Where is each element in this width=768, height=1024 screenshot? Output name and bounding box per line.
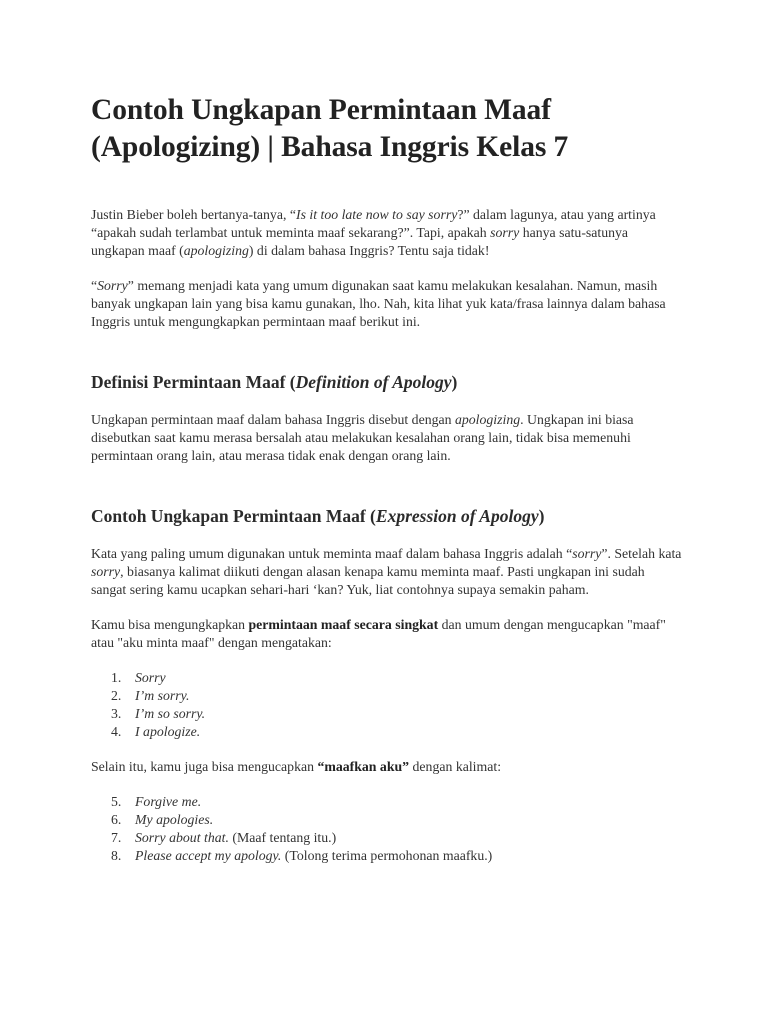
list-number: 6. <box>111 812 122 827</box>
expression-paragraph-3 <box>91 758 682 776</box>
list-item-suffix: (Maaf tentang itu.) <box>228 830 337 845</box>
definition-paragraph <box>91 411 682 465</box>
list-item-text: Sorry <box>135 670 166 685</box>
text-run: ?” dalam lagunya, atau yang artinya “apakah sudah terlambat untuk meminta maaf sekarang?”. Tapi, apakah <box>91 207 656 240</box>
list-number: 5. <box>111 794 122 809</box>
bold-term: “maafkan aku” <box>317 759 410 774</box>
heading-run: Contoh Ungkapan Permintaan Maaf ( <box>91 506 376 526</box>
heading-italic: Definition of Apology <box>295 372 452 392</box>
text-run: Justin Bieber boleh bertanya-tanya, “ <box>91 207 296 222</box>
song-quote: Is it too late now to say sorry <box>295 207 458 222</box>
list-item <box>91 705 682 723</box>
list-number: 4. <box>111 724 122 739</box>
bold-term: permintaan maaf secara singkat <box>248 617 439 632</box>
text-run: , biasanya kalimat diikuti dengan alasan kenapa kamu meminta maaf. Pasti ungkapan ini sudah sangat sering kamu ucapkan sehari-hari ‘kan? Yuk, liat contohnya supaya semakin paham. <box>91 564 645 597</box>
list-item <box>91 793 682 811</box>
italic-term: apologizing <box>454 412 521 427</box>
apology-list-short <box>91 669 682 741</box>
list-item <box>91 723 682 741</box>
text-run: . Ungkapan ini biasa disebutkan saat kamu merasa bersalah atau melakukan kesalahan orang lain, tidak bisa memenuhi permintaan orang lain, atau merasa tidak enak dengan orang lain. <box>91 412 634 463</box>
heading-run: ) <box>451 372 458 392</box>
text-run: hanya satu-satunya ungkapan maaf ( <box>91 225 629 258</box>
text-run: ” memang menjadi kata yang umum digunakan saat kamu melakukan kesalahan. Namun, masih banyak ungkapan lain yang bisa kamu gunakan, lho. Nah, kita lihat yuk kata/frasa lainnya dalam bahasa Inggris untuk mengungkapkan permintaan maaf berikut ini. <box>91 278 666 329</box>
list-item-text: My apologies. <box>135 812 214 827</box>
section-heading-expression <box>91 505 682 527</box>
italic-term: Sorry <box>97 278 128 293</box>
list-item-suffix: (Tolong terima permohonan maafku.) <box>281 848 493 863</box>
list-number: 2. <box>111 688 122 703</box>
text-run: Kamu bisa mengungkapkan <box>91 617 249 632</box>
text-run: ”. Setelah kata <box>601 546 682 561</box>
italic-term: sorry <box>572 546 602 561</box>
page-title: Contoh Ungkapan Permintaan Maaf (Apologizing) | Bahasa Inggris Kelas 7 <box>91 94 569 163</box>
text-run: Kata yang paling umum digunakan untuk meminta maaf dalam bahasa Inggris adalah “ <box>91 546 573 561</box>
text-run: “ <box>91 278 98 293</box>
list-item <box>91 829 682 847</box>
list-item-text: I’m so sorry. <box>135 706 206 721</box>
list-item <box>91 811 682 829</box>
heading-run: ) <box>538 506 545 526</box>
text-run: Ungkapan permintaan maaf dalam bahasa Inggris disebut dengan <box>91 412 455 427</box>
heading-run: Definisi Permintaan Maaf ( <box>91 372 296 392</box>
heading-italic: Expression of Apology <box>375 506 539 526</box>
list-item-text: I apologize. <box>135 724 201 739</box>
italic-term: sorry <box>91 564 121 579</box>
italic-term: apologizing <box>183 243 249 258</box>
list-number: 7. <box>111 830 122 845</box>
text-run: ) di dalam bahasa Inggris? Tentu saja tidak! <box>248 243 490 258</box>
italic-term: sorry <box>490 225 520 240</box>
text-run: dengan kalimat: <box>409 759 502 774</box>
apology-list-forgive <box>91 793 682 865</box>
list-number: 8. <box>111 848 122 863</box>
expression-paragraph-2 <box>91 616 682 652</box>
text-run: dan umum dengan mengucapkan "maaf" atau "aku minta maaf" dengan mengatakan: <box>91 617 666 650</box>
text-run: Selain itu, kamu juga bisa mengucapkan <box>91 759 318 774</box>
list-item <box>91 669 682 687</box>
list-item-text: Forgive me. <box>135 794 202 809</box>
expression-paragraph-1 <box>91 545 682 599</box>
list-item-text: I’m sorry. <box>135 688 190 703</box>
list-number: 3. <box>111 706 122 721</box>
list-item-text: Sorry about that. <box>135 830 229 845</box>
intro-paragraph-1 <box>91 206 682 260</box>
list-item <box>91 847 682 865</box>
list-number: 1. <box>111 670 122 685</box>
list-item <box>91 687 682 705</box>
list-item-text: Please accept my apology. <box>135 848 282 863</box>
intro-paragraph-2 <box>91 277 682 331</box>
section-heading-definition <box>91 371 682 393</box>
